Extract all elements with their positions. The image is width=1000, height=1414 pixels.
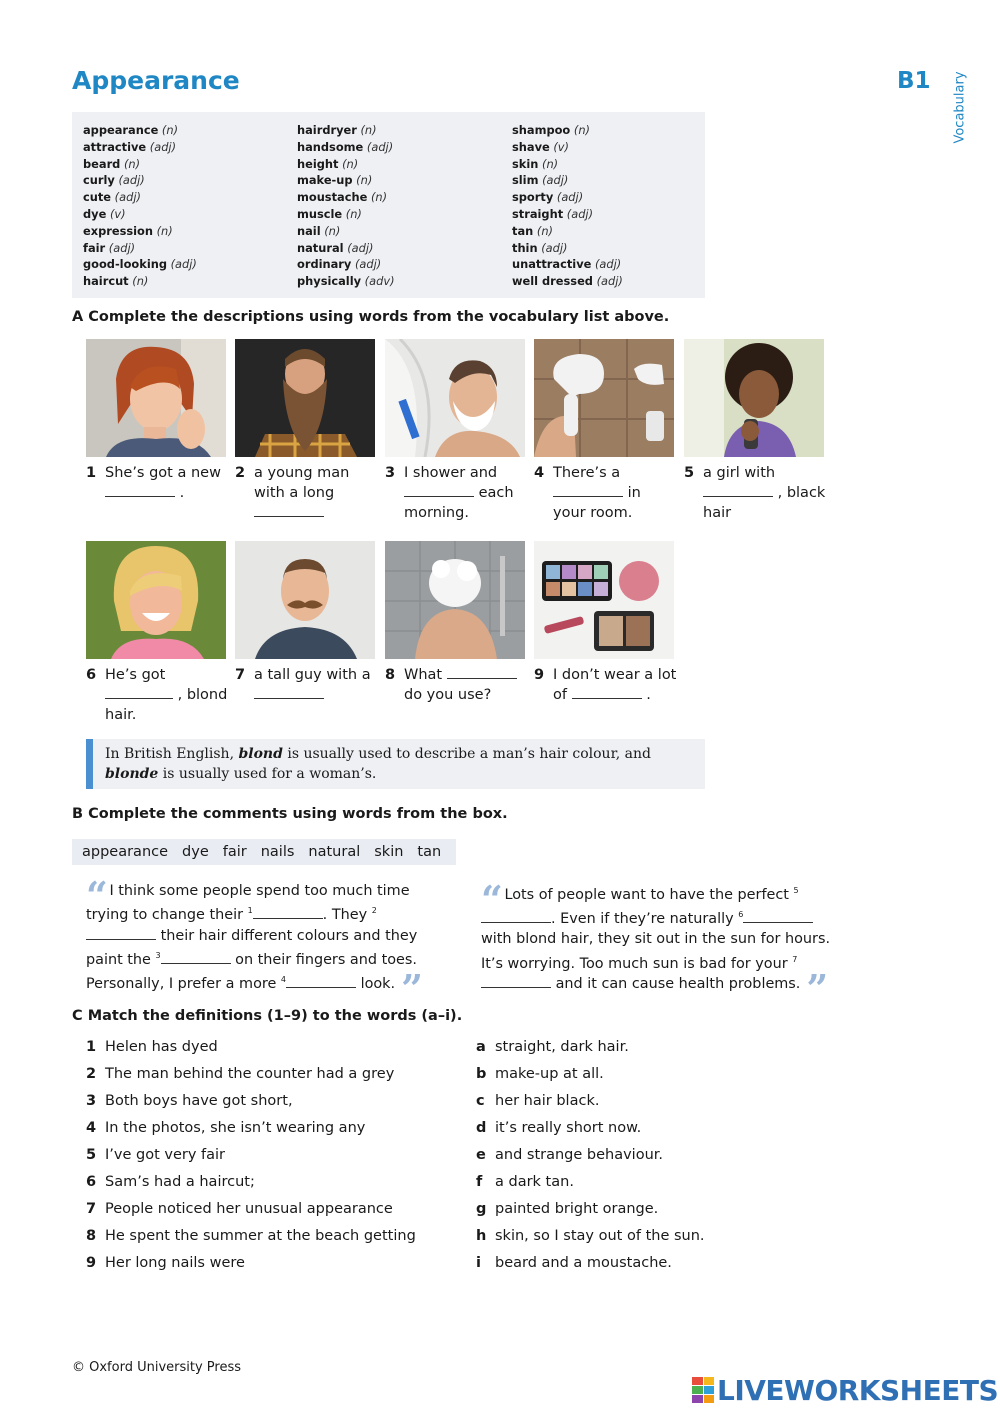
vocab-entry: fair (adj) — [83, 240, 136, 255]
word-box — [72, 839, 456, 865]
answer-blank[interactable] — [253, 905, 323, 919]
vocab-entry: natural (adj) — [297, 240, 374, 255]
vocab-entry: ordinary (adj) — [297, 257, 382, 272]
vocab-entry: moustache (n) — [297, 190, 388, 205]
answer-blank[interactable] — [703, 483, 773, 497]
word-item[interactable]: i beard and a moustache. — [476, 1255, 672, 1271]
photo-man-beard — [235, 339, 375, 457]
definition-item[interactable]: 4 In the photos, she isn’t wearing any — [86, 1120, 366, 1136]
vocab-entry: sporty (adj) — [512, 190, 584, 205]
usage-note: In British English, blond is usually used to describe a man’s hair colour, and blonde is usually used for a woman’s. — [86, 739, 705, 789]
vocab-entry: haircut (n) — [83, 274, 149, 289]
vocab-entry: beard (n) — [83, 156, 141, 171]
vocab-entry: unattractive (adj) — [512, 257, 622, 272]
vocab-entry: shave (v) — [512, 139, 569, 154]
answer-blank[interactable] — [105, 685, 173, 699]
page-title: Appearance — [72, 66, 240, 95]
photo-man-shaving — [385, 339, 525, 457]
answer-blank[interactable] — [254, 685, 324, 699]
comment-1: “ I think some people spend too much time trying to change their $^1$ . They $^2$ their hair different colours and they paint the $^3$ on their fingers and toes. Personally, I prefer a more $^4$ look. ” — [86, 873, 420, 1012]
vocab-entry: dye (v) — [83, 206, 126, 221]
section-a-heading: A Complete the descriptions using words from the vocabulary list above. — [72, 309, 670, 325]
answer-blank[interactable] — [447, 665, 517, 679]
vocab-column-2 — [297, 122, 507, 290]
definition-item[interactable]: 3 Both boys have got short, — [86, 1093, 293, 1109]
vocab-entry: cute (adj) — [83, 190, 141, 205]
answer-blank[interactable] — [743, 909, 813, 923]
vocab-entry: appearance (n) — [83, 123, 179, 137]
vocab-entry: hairdryer (n) — [297, 123, 377, 137]
vocab-entry: tan (n) — [512, 223, 553, 238]
section-c-heading: C Match the definitions (1–9) to the words (a–i). — [72, 1008, 463, 1024]
close-quote-icon: ” — [401, 966, 420, 1012]
side-tab — [950, 70, 974, 150]
vocab-entry: well dressed (adj) — [512, 274, 623, 289]
vocab-entry: height (n) — [297, 156, 359, 171]
vocab-entry: expression (n) — [83, 223, 173, 238]
answer-blank[interactable] — [105, 483, 175, 497]
answer-blank[interactable] — [553, 483, 623, 497]
answer-blank[interactable] — [481, 909, 551, 923]
photo-man-moustache — [235, 541, 375, 659]
vocab-entry: muscle (n) — [297, 206, 362, 221]
comment-2: “ Lots of people want to have the perfect $^5$. Even if they’re naturally $^6$ with blond hair, they sit out in the sun for hours. It’s worrying. Too much sun is bad for your $^7$ and it can cause health problems. ” — [481, 876, 831, 1012]
word-item[interactable]: a straight, dark hair. — [476, 1039, 629, 1055]
vocab-entry: attractive (adj) — [83, 139, 177, 154]
vocab-entry: thin (adj) — [512, 240, 568, 255]
close-quote-icon: ” — [806, 966, 826, 1012]
box-word: tan — [417, 844, 442, 860]
copyright: © Oxford University Press — [72, 1360, 242, 1375]
definition-item[interactable]: 5 I’ve got very fair — [86, 1147, 226, 1163]
words-list — [476, 1037, 776, 1280]
answer-blank[interactable] — [161, 950, 231, 964]
vocabulary-list — [72, 112, 705, 298]
vocab-entry: shampoo (n) — [512, 123, 590, 137]
definition-item[interactable]: 2 The man behind the counter had a grey — [86, 1066, 395, 1082]
vocab-column-1 — [83, 122, 293, 290]
definition-item[interactable]: 7 People noticed her unusual appearance — [86, 1201, 393, 1217]
word-item[interactable]: d it’s really short now. — [476, 1120, 642, 1136]
answer-blank[interactable] — [254, 503, 324, 517]
word-item[interactable]: b make-up at all. — [476, 1066, 604, 1082]
brand-name: LIVEWORKSHEETS — [717, 1373, 999, 1407]
definitions-list — [86, 1037, 466, 1280]
definition-item[interactable]: 9 Her long nails were — [86, 1255, 245, 1271]
word-item[interactable]: f a dark tan. — [476, 1174, 574, 1190]
word-item[interactable]: c her hair black. — [476, 1093, 600, 1109]
definition-item[interactable]: 1 Helen has dyed — [86, 1039, 218, 1055]
box-word: nails — [260, 844, 295, 860]
photo-make-up — [534, 541, 674, 659]
answer-blank[interactable] — [86, 926, 156, 940]
word-item[interactable]: e and strange behaviour. — [476, 1147, 664, 1163]
box-word: fair — [222, 844, 247, 860]
box-word: appearance — [82, 844, 169, 860]
level-label: B1 — [897, 68, 931, 94]
vocab-entry: skin (n) — [512, 156, 559, 171]
liveworksheets-logo-icon — [692, 1377, 714, 1403]
liveworksheets-brand — [692, 1374, 998, 1406]
photo-washing-hair — [385, 541, 525, 659]
side-label: Vocabulary — [952, 71, 968, 144]
word-item[interactable]: g painted bright orange. — [476, 1201, 659, 1217]
answer-blank[interactable] — [404, 483, 474, 497]
word-item[interactable]: h skin, so I stay out of the sun. — [476, 1228, 705, 1244]
vocab-entry: straight (adj) — [512, 206, 594, 221]
section-b-heading: B Complete the comments using words from the box. — [72, 806, 508, 822]
vocab-column-3 — [512, 122, 722, 290]
vocab-entry: curly (adj) — [83, 173, 145, 188]
vocab-entry: slim (adj) — [512, 173, 569, 188]
photo-hairdryer — [534, 339, 674, 457]
photo-man-blond — [86, 541, 226, 659]
definition-item[interactable]: 8 He spent the summer at the beach getting — [86, 1228, 416, 1244]
photo-girl-curly-hair — [684, 339, 824, 457]
box-word: skin — [374, 844, 404, 860]
box-word: dye — [182, 844, 209, 860]
open-quote-icon: “ — [481, 876, 500, 922]
box-word: natural — [308, 844, 361, 860]
definition-item[interactable]: 6 Sam’s had a haircut; — [86, 1174, 255, 1190]
open-quote-icon: “ — [86, 873, 105, 918]
vocab-entry: physically (adv) — [297, 274, 395, 289]
answer-blank[interactable] — [286, 974, 356, 988]
vocab-entry: make-up (n) — [297, 173, 373, 188]
vocab-entry: good-looking (adj) — [83, 257, 197, 272]
vocab-entry: nail (n) — [297, 223, 341, 238]
answer-blank[interactable] — [572, 685, 642, 699]
answer-blank[interactable] — [481, 974, 551, 988]
vocab-entry: handsome (adj) — [297, 139, 394, 154]
photo-woman-haircut — [86, 339, 226, 457]
